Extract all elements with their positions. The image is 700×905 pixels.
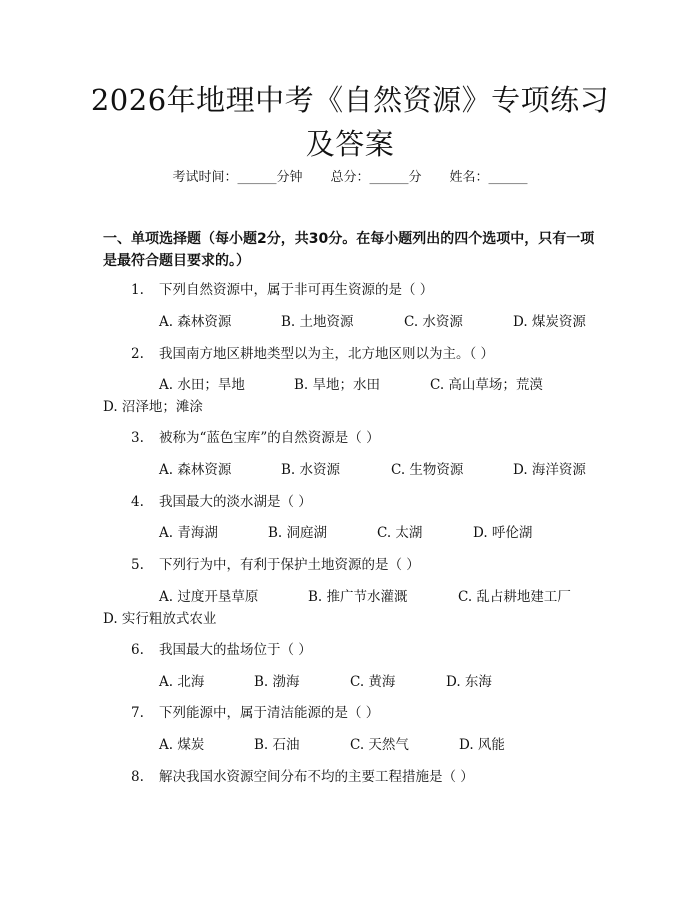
question-8 (131, 767, 474, 787)
question-number: 6. (131, 642, 144, 658)
option-b: B. 洞庭湖 (268, 525, 328, 541)
page-title: 2026年地理中考《自然资源》专项练习及答案 (90, 83, 610, 161)
question-number: 2. (131, 346, 144, 362)
question-2-options (0, 375, 700, 395)
option-d: D. 海洋资源 (513, 462, 586, 478)
question-1 (131, 280, 433, 300)
option-a: A. 水田；旱地 (159, 377, 245, 393)
option-c: C. 生物资源 (391, 462, 464, 478)
question-7 (131, 703, 379, 723)
option-c: C. 水资源 (404, 314, 463, 330)
exam-info (0, 168, 700, 188)
question-text: 下列能源中，属于清洁能源的是（ ） (159, 705, 380, 721)
question-4 (131, 492, 312, 512)
question-4-options (0, 523, 700, 543)
option-a: A. 过度开垦草原 (159, 589, 259, 605)
option-d: D. 沼泽地；滩涂 (103, 399, 203, 415)
question-5-options (0, 587, 700, 607)
section-header: 一、单项选择题（每小题2分，共30分。在每小题列出的四个选项中，只有一项是最符合题目要求的。） (103, 231, 595, 269)
option-d: D. 东海 (446, 674, 492, 690)
question-6 (131, 640, 312, 660)
question-text: 解决我国水资源空间分布不均的主要工程措施是（ ） (159, 769, 474, 785)
option-c: C. 乱占耕地建工厂 (458, 589, 571, 605)
option-d: D. 呼伦湖 (473, 525, 533, 541)
exam-name-label: 姓名：______ (449, 170, 528, 185)
question-3 (131, 428, 380, 448)
question-7-options (0, 735, 700, 755)
question-6-options (0, 672, 700, 692)
question-3-options (0, 460, 700, 480)
question-number: 7. (131, 705, 144, 721)
option-a: A. 森林资源 (159, 462, 232, 478)
question-number: 3. (131, 430, 144, 446)
option-b: B. 土地资源 (281, 314, 354, 330)
option-d: D. 风能 (459, 737, 505, 753)
option-c: C. 太湖 (377, 525, 423, 541)
option-a: A. 北海 (159, 674, 205, 690)
exam-score-label: 总分：______分 (330, 170, 422, 185)
question-text: 下列自然资源中，属于非可再生资源的是（ ） (159, 282, 434, 298)
option-d: D. 煤炭资源 (513, 314, 586, 330)
question-text: 我国南方地区耕地类型以为主，北方地区则以为主。（ ） (159, 346, 495, 362)
option-b: B. 推广节水灌溉 (308, 589, 408, 605)
option-a: A. 森林资源 (159, 314, 232, 330)
option-c: C. 黄海 (350, 674, 396, 690)
option-b: B. 石油 (254, 737, 300, 753)
question-number: 4. (131, 494, 144, 510)
question-number: 5. (131, 557, 144, 573)
question-text: 下列行为中，有利于保护土地资源的是（ ） (159, 557, 420, 573)
option-a: A. 青海湖 (159, 525, 218, 541)
question-number: 1. (131, 282, 144, 298)
option-b: B. 渤海 (254, 674, 300, 690)
option-a: A. 煤炭 (159, 737, 205, 753)
option-c: C. 高山草场；荒漠 (430, 377, 543, 393)
question-number: 8. (131, 769, 144, 785)
question-2 (131, 344, 494, 364)
question-text: 我国最大的淡水湖是（ ） (159, 494, 312, 510)
question-5 (131, 555, 420, 575)
option-b: B. 水资源 (281, 462, 341, 478)
option-d: D. 实行粗放式农业 (103, 611, 217, 627)
exam-time-label: 考试时间：______分钟 (172, 170, 303, 185)
question-text: 被称为“蓝色宝库”的自然资源是（ ） (159, 430, 380, 446)
option-c: C. 天然气 (350, 737, 409, 753)
option-b: B. 旱地；水田 (294, 377, 381, 393)
question-text: 我国最大的盐场位于（ ） (159, 642, 312, 658)
question-1-options (0, 312, 700, 332)
